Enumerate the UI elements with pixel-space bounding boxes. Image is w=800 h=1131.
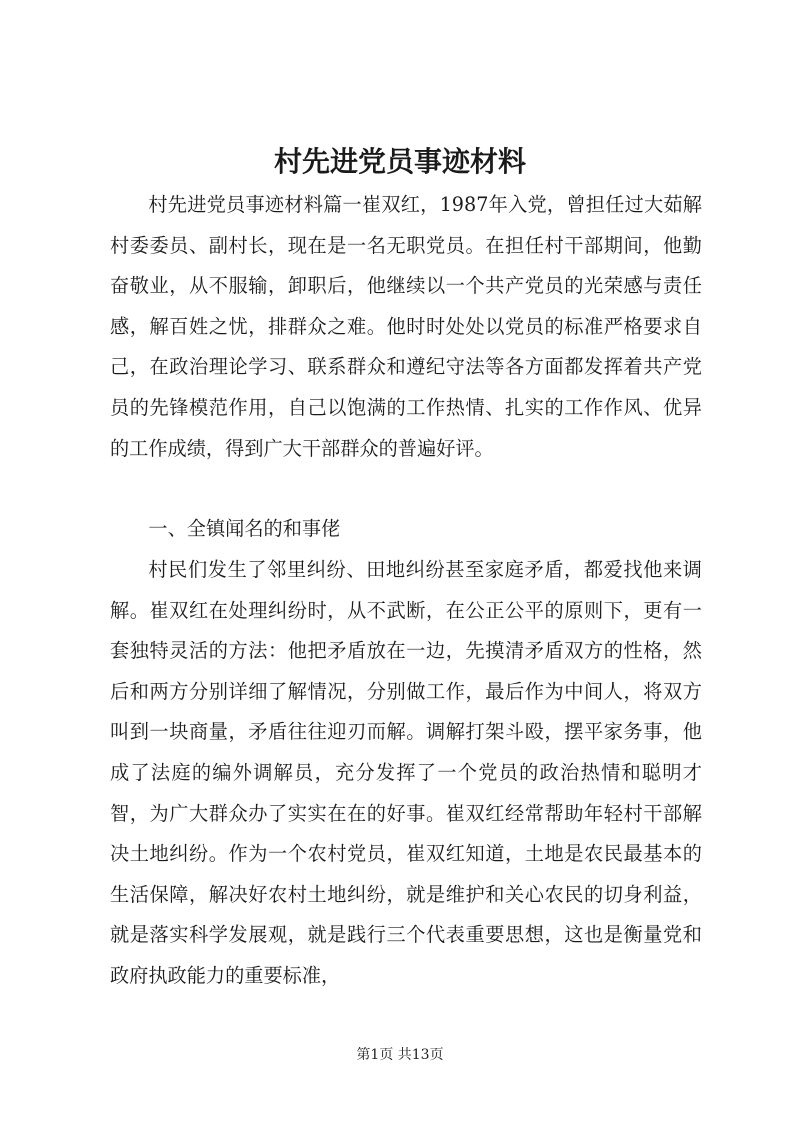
page-footer: 第1页 共13页 bbox=[356, 1047, 444, 1063]
document-title: 村先进党员事迹材料 bbox=[273, 145, 526, 178]
body-paragraph-intro: 村先进党员事迹材料篇一崔双红，1987年入党，曾担任过大茹解村委委员、副村长，现在是一名无职党员。在担任村干部期间，他勤奋敬业，从不服输，卸职后，他继续以一个共产党员的光荣感与责任感，解百姓之忧，排群众之难。他时时处处以党员的标准严格要求自己，在政治理论学习、联系群众和遵纪守法等各方面都发挥着共产党员的先锋模范作用，自己以饱满的工作热情、扎实的工作作风、优异的工作成绩，得到广大干部群众的普遍好评。 bbox=[110, 193, 702, 460]
body-paragraph-mediation: 村民们发生了邻里纠纷、田地纠纷甚至家庭矛盾，都爱找他来调解。崔双红在处理纠纷时，从不武断，在公正公平的原则下，更有一套独特灵活的方法：他把矛盾放在一边，先摸清矛盾双方的性格，然后和两方分别详细了解情况，分别做工作，最后作为中间人，将双方叫到一块商量，矛盾往往迎刃而解。调解打架斗殴，摆平家务事，他成了法庭的编外调解员，充分发挥了一个党员的政治热情和聪明才智，为广大群众办了实实在在的好事。崔双红经常帮助年轻村干部解决土地纠纷。作为一个农村党员，崔双红知道，土地是农民最基本的生活保障，解决好农村土地纠纷，就是维护和关心农民的切身利益，就是落实科学发展观，就是践行三个代表重要思想，这也是衡量党和政府执政能力的重要标准， bbox=[110, 558, 702, 987]
section-heading: 一、全镇闻名的和事佬 bbox=[148, 517, 341, 540]
